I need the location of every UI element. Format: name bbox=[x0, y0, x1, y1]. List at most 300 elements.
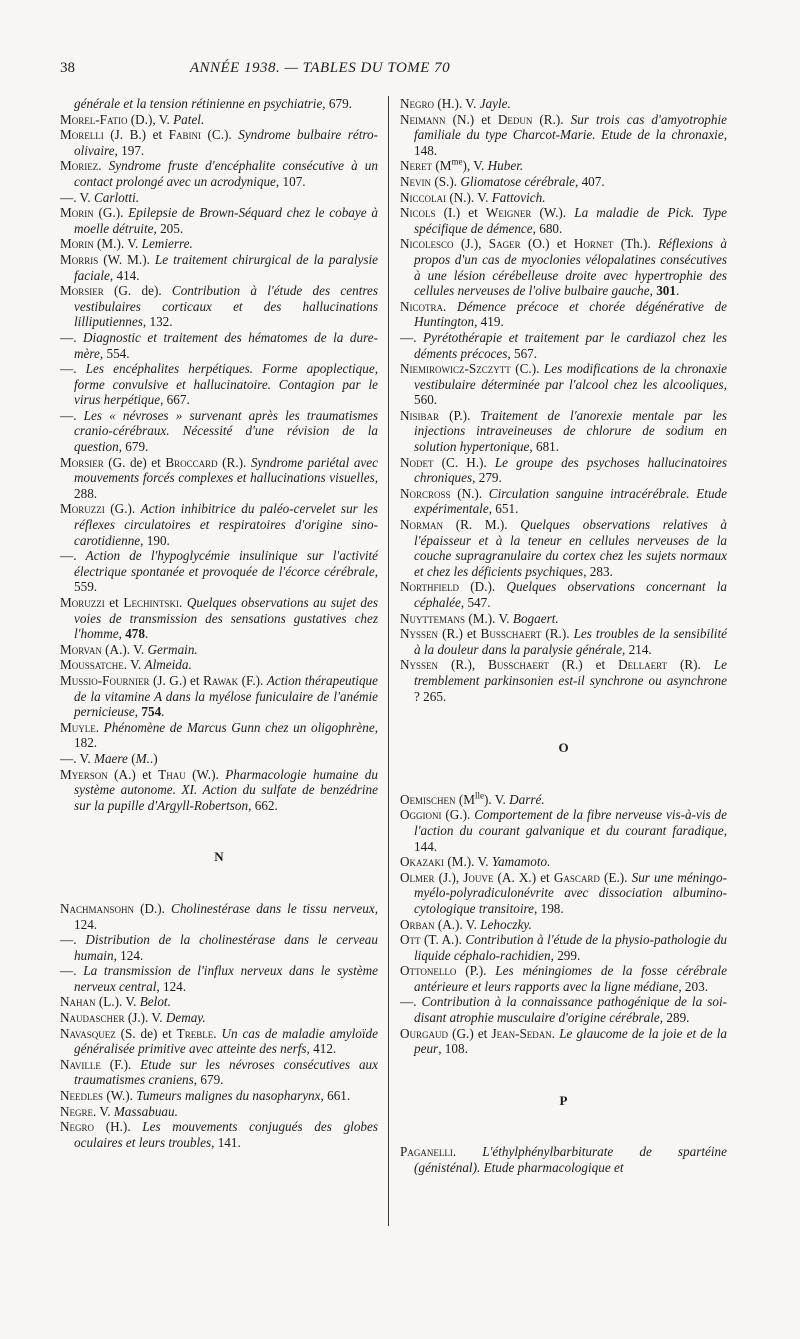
entry-text: —. bbox=[60, 932, 86, 948]
section-gap bbox=[400, 1057, 727, 1093]
author-name: Neret bbox=[400, 158, 433, 174]
entry-title: Lemierre. bbox=[141, 236, 193, 252]
entry-text: (G.) et bbox=[448, 1025, 492, 1041]
left-column bbox=[60, 96, 378, 1150]
entry-text: (M bbox=[455, 791, 475, 807]
entry-text: , 279. bbox=[472, 470, 502, 486]
author-name: Morsier bbox=[60, 283, 104, 299]
entry-title: Action de l'hypoglycémie insulinique sur l'activité électrique spontanée et provoquée de l'écorce cérébrale bbox=[74, 548, 379, 579]
entry-text: (C. H.). bbox=[433, 454, 495, 470]
index-entry bbox=[60, 501, 378, 548]
author-name: Gascard bbox=[553, 869, 600, 885]
author-name: Mussio-Fournier bbox=[60, 672, 150, 688]
index-entry bbox=[60, 252, 378, 283]
index-entry bbox=[400, 963, 727, 994]
entry-text: , 567. bbox=[507, 345, 538, 361]
entry-title: Quelques observations au sujet des voies de transmission des sensations gustatives chez l'homme bbox=[74, 595, 378, 642]
entry-text: , 182. bbox=[74, 719, 378, 751]
entry-text: , 667. bbox=[160, 392, 190, 408]
entry-text: . bbox=[95, 719, 104, 735]
index-entry bbox=[400, 455, 727, 486]
entry-text: , bbox=[134, 704, 142, 720]
author-name: Lechintski bbox=[123, 595, 179, 610]
entry-text: (R. M.). bbox=[443, 517, 521, 533]
author-name: Oemischen bbox=[400, 791, 456, 807]
entry-text: .) bbox=[149, 750, 158, 766]
author-name: Needles bbox=[60, 1088, 104, 1104]
entry-text: , 547. bbox=[460, 595, 491, 610]
page-number: 38 bbox=[60, 60, 75, 76]
entry-text: (P.). bbox=[439, 407, 481, 423]
index-entry bbox=[400, 917, 727, 933]
index-entry bbox=[400, 792, 727, 808]
entry-title: Yamamoto. bbox=[491, 854, 551, 870]
index-entry bbox=[400, 657, 727, 704]
entry-text: —. bbox=[60, 329, 84, 345]
entry-text: , bbox=[649, 283, 657, 299]
index-entry bbox=[60, 548, 378, 595]
entry-title: Sur trois cas d'amyotrophie familiale du type Charcot-Marie. Etude de la chronaxie bbox=[414, 111, 727, 143]
entry-title: Le tremblement parkinsonien est-il synchrone ou asynchrone bbox=[414, 657, 727, 688]
entry-text: , 205. bbox=[153, 220, 184, 236]
running-title: ANNÉE 1938. — TABLES DU TOME 70 bbox=[189, 60, 451, 76]
entry-text: et bbox=[104, 595, 124, 610]
entry-text: (A.). V. bbox=[101, 641, 148, 657]
entry-title: Sur une méningo-myélo-polyradiculonévrite avec dissociation albumino-cytologique transitoire bbox=[414, 869, 728, 916]
author-name: Nahan bbox=[60, 994, 96, 1010]
author-name: Morelli bbox=[60, 127, 104, 143]
entry-text: , 560. bbox=[414, 376, 727, 408]
entry-title: Gliomatose cérébrale bbox=[460, 173, 575, 189]
entry-text: (I.) et bbox=[435, 205, 486, 221]
entry-text: (C.). bbox=[510, 361, 544, 377]
entry-text: . bbox=[452, 1144, 483, 1160]
entry-text: , 283. bbox=[583, 563, 613, 579]
entry-text: , 679. bbox=[193, 1072, 224, 1088]
entry-text: , 124. bbox=[113, 947, 144, 963]
author-name: Moruzzi bbox=[60, 595, 105, 610]
entry-title: Lehoczky. bbox=[480, 916, 532, 932]
entry-text: , 679. bbox=[118, 439, 149, 455]
entry-text: (S. de) et bbox=[115, 1025, 177, 1041]
index-entry bbox=[400, 190, 727, 206]
index-entry bbox=[400, 408, 727, 455]
entry-text: , 132. bbox=[142, 314, 173, 330]
entry-title: Action inhibitrice du paléo-cervelet sur les réflexes circulatoires et respiratoires d'origine sino-carotidienne bbox=[74, 501, 378, 548]
entry-title: Cholinestérase dans le tissu nerveux bbox=[171, 900, 375, 916]
entry-text: (G. de). bbox=[103, 283, 172, 299]
index-entry bbox=[60, 330, 378, 361]
author-name: Nyssen bbox=[400, 657, 439, 673]
index-entry bbox=[400, 807, 727, 854]
entry-text: (G.). bbox=[104, 501, 141, 517]
entry-text: . bbox=[178, 595, 187, 610]
index-entry bbox=[60, 595, 378, 642]
entry-title: Les modifications de la chronaxie vestibulaire déterminée par l'alcool chez les alcooliques bbox=[414, 361, 727, 392]
entry-title: La maladie de Pick. Type spécifique de démence bbox=[414, 205, 727, 236]
author-name: Orban bbox=[400, 916, 435, 932]
entry-text: (A. X.) et bbox=[493, 869, 554, 885]
entry-text: —. bbox=[60, 407, 84, 423]
entry-text: , 141. bbox=[211, 1134, 241, 1150]
superscript: me bbox=[451, 156, 463, 167]
entry-text: , 407. bbox=[574, 173, 605, 189]
author-name: Morin bbox=[60, 236, 94, 252]
entry-title: Contribution à la connaissance pathogénique de la soi-disant atrophie musculaire d'origine cérébrale bbox=[414, 994, 727, 1026]
author-name: Morris bbox=[60, 251, 99, 267]
author-name: Nodet bbox=[400, 454, 434, 470]
section-gap bbox=[400, 1108, 727, 1144]
entry-title: Diagnostic et traitement des hématomes de la dure-mère bbox=[74, 329, 378, 361]
entry-title: Syndrome pariétal avec mouvements forcés complexes et hallucinations visuelles bbox=[74, 454, 378, 486]
author-name: Nevin bbox=[400, 173, 432, 189]
entry-text: (H.). bbox=[94, 1119, 143, 1135]
entry-title: Etude sur les névroses consécutives aux traumatismes craniens bbox=[74, 1056, 379, 1088]
entry-title: Les méningiomes de la fosse cérébrale antérieure et leurs rapports avec la ligne médiane bbox=[414, 963, 727, 994]
entry-text: (L.). V. bbox=[95, 994, 140, 1010]
entry-text: (R.). bbox=[217, 454, 251, 470]
entry-title: Le glaucome de la joie et de la peur bbox=[414, 1025, 727, 1057]
entry-text: , 680. bbox=[532, 220, 563, 236]
entry-title: Bogaert. bbox=[512, 610, 559, 626]
entry-text: (A.) et bbox=[107, 766, 159, 782]
index-entry bbox=[60, 112, 378, 128]
entry-text: , 661. bbox=[320, 1088, 351, 1104]
entry-text: , 412. bbox=[306, 1041, 337, 1057]
entry-title: Démence précoce et chorée dégénérative de Huntington bbox=[414, 298, 727, 330]
entry-title: Contribution à l'étude des centres vestibulaires corticaux et des hallucinations lilliputiennes bbox=[74, 283, 378, 330]
author-name: Olmer bbox=[400, 869, 435, 885]
entry-text: , 559. bbox=[74, 563, 378, 595]
author-name: Dedun bbox=[497, 111, 533, 127]
entry-title: Un cas de maladie amyloïde généralisée primitive avec atteinte des nerfs bbox=[74, 1025, 378, 1057]
entry-text: ( bbox=[127, 750, 136, 766]
entry-text: , 651. bbox=[488, 501, 519, 517]
author-name: Busschaert bbox=[480, 626, 542, 642]
entry-text: , 662. bbox=[248, 797, 278, 813]
index-entry bbox=[60, 1010, 378, 1026]
author-name: Treble bbox=[176, 1025, 214, 1041]
entry-text: —. bbox=[400, 994, 422, 1010]
index-entry bbox=[60, 1119, 378, 1150]
index-entry bbox=[400, 517, 727, 579]
entry-title: Massabuau. bbox=[113, 1103, 178, 1119]
entry-title: Almeida. bbox=[144, 657, 192, 673]
entry-text: —. bbox=[60, 548, 86, 564]
author-name: Okazaki bbox=[400, 854, 445, 870]
entry-text: , 197. bbox=[114, 142, 145, 158]
author-name: Jouve bbox=[463, 869, 494, 885]
entry-text: (G. de) et bbox=[103, 454, 166, 470]
author-name: Negro bbox=[400, 96, 435, 111]
entry-title: Germain. bbox=[147, 641, 198, 657]
index-entry bbox=[400, 361, 727, 408]
column-divider bbox=[388, 96, 389, 1226]
index-entry bbox=[60, 205, 378, 236]
index-entry bbox=[60, 767, 378, 814]
entry-text: , 124. bbox=[156, 978, 187, 994]
index-entry bbox=[60, 283, 378, 330]
author-name: Ottonello bbox=[400, 963, 457, 979]
entry-text: , 214. bbox=[622, 641, 652, 657]
entry-text: (D.). bbox=[134, 900, 172, 916]
index-entry bbox=[60, 932, 378, 963]
entry-title: Action thérapeutique de la vitamine A dans la myélose funiculaire de l'anémie pernicieuse bbox=[74, 672, 379, 720]
author-name: Northfield bbox=[400, 579, 459, 595]
index-entry bbox=[60, 96, 378, 112]
superscript: lle bbox=[474, 790, 484, 801]
entry-text: , 124. bbox=[74, 900, 378, 932]
author-name: Jean-Sedan bbox=[491, 1025, 552, 1041]
entry-text: , 144. bbox=[414, 822, 727, 854]
entry-title: Syndrome fruste d'encéphalite consécutive à un contact prolongé avec un acrodynique bbox=[74, 158, 378, 189]
index-entry bbox=[400, 299, 727, 330]
entry-text: , 108. bbox=[438, 1041, 468, 1057]
author-name: Nyssen bbox=[400, 626, 439, 642]
author-name: Nicolesco bbox=[400, 236, 454, 252]
entry-text: , 419. bbox=[474, 314, 504, 330]
index-entry bbox=[400, 158, 727, 174]
author-name: Moruzzi bbox=[60, 501, 105, 517]
author-name: Muyle bbox=[60, 719, 96, 735]
entry-title: Quelques observations concernant la céphalée bbox=[414, 579, 727, 610]
entry-text: . bbox=[675, 283, 680, 299]
author-name: Moussatche bbox=[60, 657, 124, 673]
entry-title: générale et la tension rétinienne en psychiatrie bbox=[74, 96, 323, 111]
entry-text: (D.). bbox=[458, 579, 507, 595]
entry-title: Maere bbox=[93, 750, 128, 766]
author-name: Fabini bbox=[168, 127, 201, 143]
entry-text: . bbox=[98, 158, 109, 174]
entry-text: (R.) et bbox=[548, 657, 619, 673]
author-name: Norcross bbox=[400, 485, 451, 501]
entry-title: Le groupe des psychoses hallucinatoires chroniques bbox=[414, 454, 727, 486]
author-name: Nicotra bbox=[400, 298, 444, 314]
entry-text: , 148. bbox=[414, 127, 727, 158]
page-ref-bold: 478 bbox=[125, 626, 145, 642]
index-entry bbox=[60, 901, 378, 932]
entry-text: (S.). bbox=[431, 173, 461, 189]
entry-text: ? 265. bbox=[414, 688, 447, 704]
author-name: Norman bbox=[400, 517, 444, 533]
author-name: Ott bbox=[400, 932, 421, 948]
entry-text: (M.). V. bbox=[93, 236, 142, 252]
entry-text: (D.), V. bbox=[127, 111, 174, 127]
entry-text: . bbox=[443, 298, 457, 314]
entry-text: —. V. bbox=[60, 750, 94, 766]
index-entry bbox=[400, 96, 727, 112]
author-name: Niemirowicz-Szczytt bbox=[400, 361, 511, 377]
entry-text: (W.). bbox=[185, 766, 226, 782]
entry-text: , 299. bbox=[550, 947, 581, 963]
index-entry bbox=[400, 626, 727, 657]
entry-text: (F.). bbox=[100, 1056, 141, 1072]
author-name: Negre bbox=[60, 1103, 94, 1119]
author-name: Navasquez bbox=[60, 1025, 116, 1041]
entry-title: Traitement de l'anorexie mentale par les injections intraveineuses de chlorure de sodium en solution hypertonique bbox=[414, 407, 727, 455]
section-letter: P bbox=[559, 1092, 568, 1108]
index-entry bbox=[60, 1026, 378, 1057]
entry-text: . V. bbox=[93, 1103, 114, 1119]
author-name: Nuyttemans bbox=[400, 610, 466, 626]
entry-text: (A.). V. bbox=[434, 916, 481, 932]
index-entry bbox=[400, 1026, 727, 1057]
entry-title: Quelques observations relatives à l'épaisseur et à la teneur en cellules nerveuses de la couche supragranulaire du cortex chez les sujets normaux et chez les déficients psychiques bbox=[414, 517, 727, 579]
page-ref-bold: 754 bbox=[141, 704, 162, 720]
entry-title: Distribution de la cholinestérase dans le cerveau humain bbox=[74, 932, 378, 963]
entry-text: , 554. bbox=[99, 345, 130, 361]
index-entry bbox=[60, 361, 378, 408]
section-gap bbox=[400, 756, 727, 792]
index-entry bbox=[60, 1088, 378, 1104]
author-name: Rawak bbox=[203, 672, 239, 688]
entry-text: (O.) et bbox=[520, 236, 574, 252]
entry-text: (Th.). bbox=[613, 236, 659, 252]
author-name: Hornet bbox=[573, 236, 614, 252]
index-entry bbox=[60, 751, 378, 767]
entry-text: . V. bbox=[123, 657, 145, 673]
author-name: Naville bbox=[60, 1056, 101, 1072]
index-entry bbox=[60, 455, 378, 502]
entry-text: (M.). V. bbox=[444, 854, 492, 870]
entry-title: Tumeurs malignes du nasopharynx bbox=[136, 1088, 321, 1104]
entry-text: (G.). bbox=[441, 807, 475, 823]
entry-text: , 414. bbox=[109, 267, 140, 283]
entry-text: (N.). V. bbox=[446, 189, 492, 205]
entry-text: (R.). bbox=[541, 626, 574, 642]
entry-title: Demay. bbox=[165, 1010, 206, 1026]
entry-text: (R.) et bbox=[438, 626, 481, 642]
entry-text: (N.) et bbox=[445, 111, 498, 127]
entry-title: Belot. bbox=[139, 994, 171, 1010]
author-name: Neimann bbox=[400, 111, 446, 127]
entry-title: Pyrétothérapie et traitement par le cardiazol chez les déments précoces bbox=[414, 329, 727, 361]
entry-text: (R). bbox=[667, 657, 714, 673]
entry-title: Patel. bbox=[173, 111, 205, 127]
index-entry bbox=[400, 205, 727, 236]
entry-title: Jayle. bbox=[479, 96, 511, 111]
index-entry bbox=[60, 994, 378, 1010]
entry-text: (N.). bbox=[450, 485, 489, 501]
index-entry bbox=[60, 673, 378, 720]
entry-text: . bbox=[551, 1025, 560, 1041]
entry-text: (E.). bbox=[599, 869, 632, 885]
author-name: Broccard bbox=[165, 454, 218, 470]
page-header bbox=[60, 60, 580, 82]
entry-text: (J. B.) et bbox=[103, 127, 169, 143]
entry-text: (J. G.) et bbox=[149, 672, 204, 688]
entry-title: Réflexions à propos d'un cas de myoclonies vélopalatines consécutives à une lésion cérébelleuse droite avec hypertrophie des cellules nerveuses de l'olive bulbaire gauche bbox=[414, 236, 727, 299]
author-name: Oggioni bbox=[400, 807, 442, 823]
author-name: Naudascher bbox=[60, 1010, 125, 1026]
index-entry bbox=[60, 190, 378, 206]
author-name: Nicols bbox=[400, 205, 436, 221]
entry-title: Circulation sanguine intracérébrale. Etude expérimentale bbox=[414, 485, 727, 517]
section-letter: N bbox=[214, 849, 224, 865]
entry-text: , 203. bbox=[678, 978, 708, 994]
index-entry bbox=[60, 127, 378, 158]
entry-title: Les troubles de la sensibilité à la douleur dans la paralysie générale bbox=[414, 626, 727, 657]
author-name: Ourgaud bbox=[400, 1025, 449, 1041]
index-entry bbox=[60, 963, 378, 994]
index-entry bbox=[400, 1144, 727, 1175]
entry-text: (F.). bbox=[238, 672, 267, 688]
entry-text: (J.), bbox=[453, 236, 489, 252]
entry-text: (W.). bbox=[103, 1088, 137, 1104]
entry-text: (R.), bbox=[438, 657, 489, 673]
index-entry bbox=[60, 236, 378, 252]
author-name: Moriez bbox=[60, 158, 99, 174]
entry-text: —. bbox=[400, 329, 424, 345]
index-entry bbox=[400, 932, 727, 963]
author-name: Niccolai bbox=[400, 189, 447, 205]
entry-text: (J.), bbox=[434, 869, 464, 885]
index-entry bbox=[400, 486, 727, 517]
entry-text: (P.). bbox=[456, 963, 496, 979]
author-name: Busschaert bbox=[488, 657, 549, 673]
entry-text: , 190. bbox=[140, 532, 170, 548]
page-ref-bold: 301 bbox=[656, 283, 676, 299]
entry-text: . bbox=[144, 626, 149, 642]
author-name: Morsier bbox=[60, 454, 104, 470]
entry-text: , 681. bbox=[529, 439, 560, 455]
entry-text: —. bbox=[60, 361, 86, 377]
entry-title: Fattovich. bbox=[491, 189, 546, 205]
index-entry bbox=[400, 330, 727, 361]
entry-title: Pharmacologie humaine du système autonome. XI. Action du sulfate de benzédrine sur la pupille d'Argyll-Robertson bbox=[74, 766, 378, 813]
author-name: Morin bbox=[60, 205, 94, 221]
entry-title: La transmission de l'influx nerveux dans le système nerveux central bbox=[74, 963, 378, 994]
entry-text: , 288. bbox=[74, 470, 378, 501]
entry-title: Contribution à l'étude de la physio-pathologie du liquide céphalo-rachidien bbox=[414, 932, 728, 963]
entry-text: (M.). V. bbox=[465, 610, 513, 626]
entry-text: , bbox=[118, 626, 126, 642]
index-entry bbox=[60, 720, 378, 751]
entry-text: (W.). bbox=[531, 205, 575, 221]
index-entry bbox=[60, 158, 378, 189]
entry-title: Darré. bbox=[509, 791, 545, 807]
index-entry bbox=[400, 236, 727, 298]
index-entry bbox=[60, 642, 378, 658]
entry-text: —. bbox=[60, 963, 84, 979]
entry-title: L'éthylphénylbarbiturate de spartéine (génisténal). Etude pharmacologique et bbox=[414, 1144, 727, 1176]
entry-text: , 107. bbox=[275, 173, 306, 189]
author-name: Sager bbox=[488, 236, 521, 252]
entry-text: (H.). V. bbox=[434, 96, 480, 111]
index-entry bbox=[400, 174, 727, 190]
author-name: Morvan bbox=[60, 641, 102, 657]
entry-title: Les encéphalites herpétiques. Forme apoplectique, forme convulsive et hallucinatoire. Contagion par le virus herpétique bbox=[74, 361, 379, 408]
author-name: Myerson bbox=[60, 766, 108, 782]
author-name: Negro bbox=[60, 1119, 95, 1135]
author-name: Morel-Fatio bbox=[60, 111, 128, 127]
entry-text: (J.). V. bbox=[124, 1010, 166, 1026]
entry-text: (T. A.). bbox=[420, 932, 466, 948]
section-gap bbox=[60, 865, 378, 901]
entry-title: Les « névroses » survenant après les traumatismes cranio-cérébraux. Nécessité d'une révision de la question bbox=[74, 407, 378, 455]
author-name: Weigner bbox=[485, 205, 532, 221]
entry-text: . bbox=[213, 1025, 222, 1041]
index-entry bbox=[60, 657, 378, 673]
author-name: Nachmansohn bbox=[60, 900, 135, 916]
author-name: Thau bbox=[158, 766, 186, 782]
author-name: Nisibar bbox=[400, 407, 440, 423]
section-gap bbox=[400, 704, 727, 740]
author-name: Dellaert bbox=[618, 657, 668, 673]
index-entry bbox=[400, 994, 727, 1025]
entry-title: Syndrome bulbaire rétro-olivaire bbox=[74, 127, 378, 158]
entry-text: —. V. bbox=[60, 189, 94, 205]
